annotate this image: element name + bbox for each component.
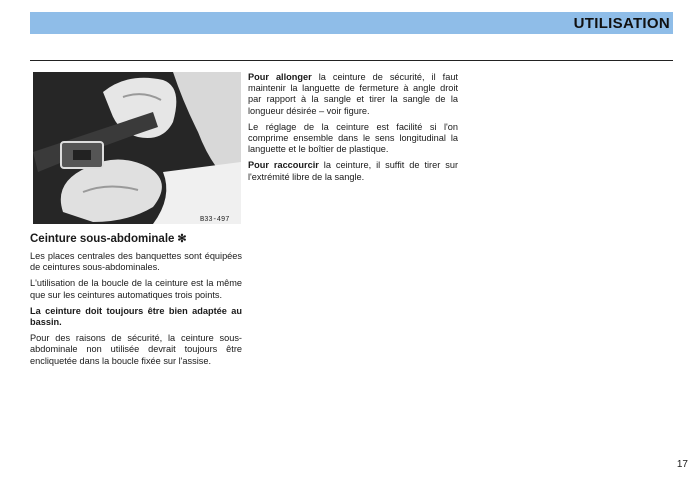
- left-column: [30, 232, 242, 372]
- snowflake-icon: ✻: [177, 233, 187, 245]
- section-title-text: Ceinture sous-abdominale: [30, 233, 175, 245]
- shorten-text: la ceinture, il suffit de tirer sur l'extrémité libre de la sangle.: [248, 160, 458, 182]
- page-number: 17: [676, 459, 688, 470]
- section-header-title: UTILISATION: [573, 15, 670, 32]
- paragraph-lengthen: [248, 72, 458, 117]
- header-rule: [30, 60, 673, 61]
- figure-caption: B33-497: [200, 216, 230, 224]
- lengthen-lead: Pour allonger: [248, 72, 312, 82]
- paragraph-warning: La ceinture doit toujours être bien adaptée au bassin.: [30, 305, 242, 328]
- paragraph-shorten: [248, 160, 458, 182]
- paragraph-adjust: Le réglage de la ceinture est facilité si l'on comprime ensemble dans le sens longitudinal la languette et le boîtier de plastique.: [248, 121, 458, 155]
- shorten-lead: Pour raccourcir: [248, 160, 319, 171]
- paragraph-safety: Pour des raisons de sécurité, la ceinture sous-abdominale non utilisée devrait toujours être encliquetée dans la boucle fixée sur l'assise.: [30, 333, 242, 366]
- right-column: [248, 72, 458, 188]
- section-title: [30, 232, 242, 245]
- lengthen-text: la ceinture de sécurité, il faut maintenir la languette de fermeture à angle droit par rapport à la sangle et tirer la sangle de la longueur désirée – voir figure.: [248, 72, 458, 116]
- paragraph-usage: L'utilisation de la boucle de la ceinture est la même que sur les ceintures automatiques trois points.: [30, 278, 242, 300]
- belt-photo: [33, 72, 241, 224]
- paragraph-intro: Les places centrales des banquettes sont équipées de ceintures sous-abdominales.: [30, 251, 242, 273]
